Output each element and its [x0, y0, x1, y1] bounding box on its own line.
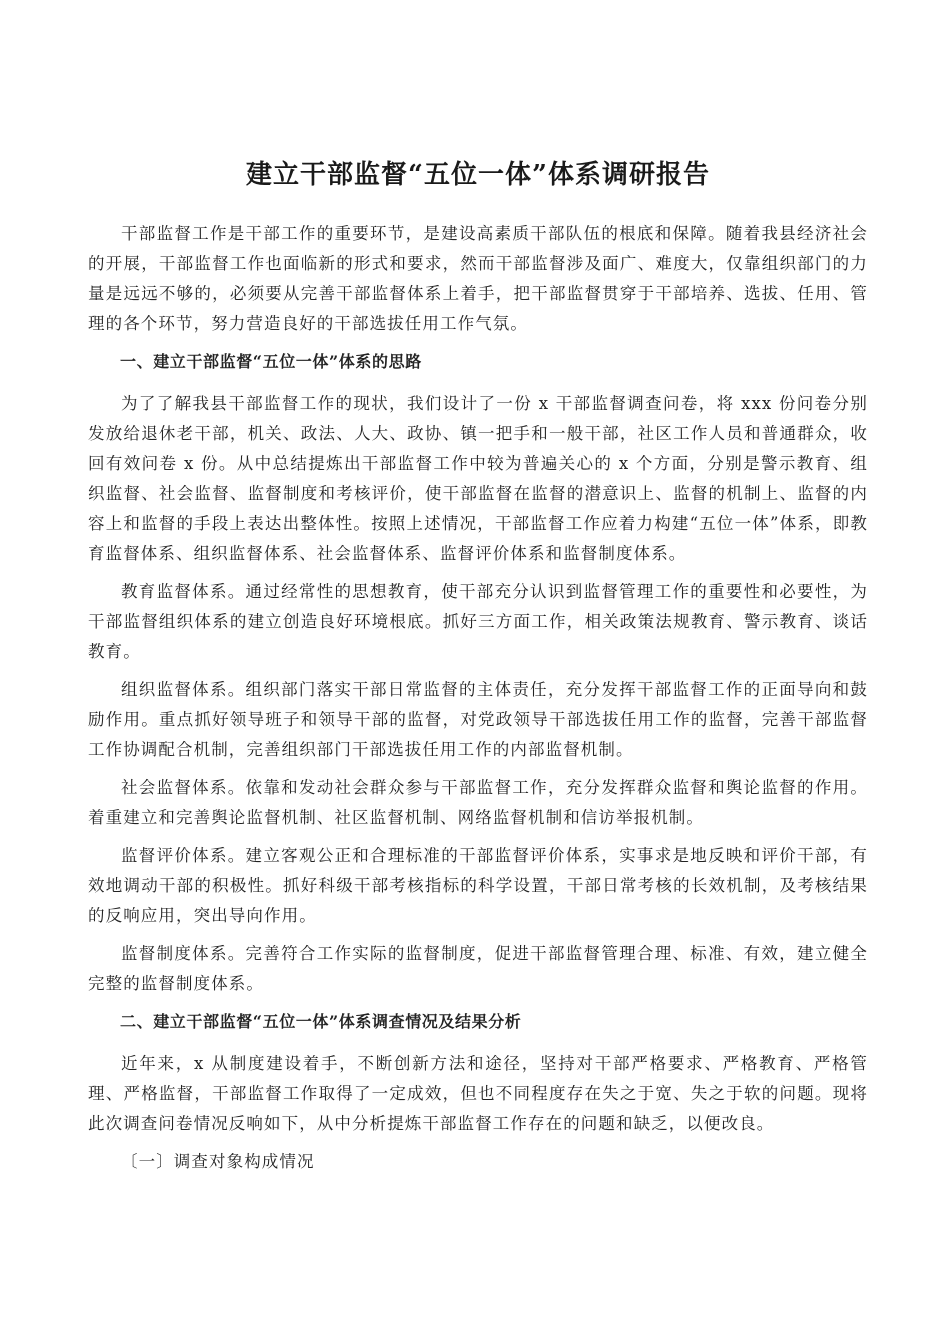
intro-paragraph: 干部监督工作是干部工作的重要环节，是建设高素质干部队伍的根底和保障。随着我县经济社会的开展，干部监督工作也面临新的形式和要求，然而干部监督涉及面广、难度大，仅靠组织部门的力量是远远不够的，必须要从完善干部监督体系上着手，把干部监督贯穿于干部培养、选拔、任用、管理的各个环节，努力营造良好的干部选拔任用工作气氛。 — [88, 224, 868, 333]
section-2-paragraph: 近年来，x 从制度建设着手，不断创新方法和途径，坚持对干部严格要求、严格教育、严格管理、严格监督，干部监督工作取得了一定成效，但也不同程度存在失之于宽、失之于软的问题。现将此次调查问卷情况反响如下，从中分析提炼干部监督工作存在的问题和缺乏，以便改良。 — [88, 1054, 868, 1133]
document-page — [88, 155, 868, 1177]
section-1-paragraph-system: 监督制度体系。完善符合工作实际的监督制度，促进干部监督管理合理、标准、有效，建立健全完整的监督制度体系。 — [88, 944, 868, 993]
section-1-paragraph-evaluation: 监督评价体系。建立客观公正和合理标准的干部监督评价体系，实事求是地反映和评价干部，有效地调动干部的积极性。抓好科级干部考核指标的科学设置，干部日常考核的长效机制，及考核结果的反响应用，突出导向作用。 — [88, 846, 868, 925]
section-2-heading: 二、建立干部监督“五位一体”体系调查情况及结果分析 — [120, 1012, 522, 1031]
section-1-heading: 一、建立干部监督“五位一体”体系的思路 — [120, 352, 422, 371]
section-1-paragraph-education: 教育监督体系。通过经常性的思想教育，使干部充分认识到监督管理工作的重要性和必要性，为干部监督组织体系的建立创造良好环境根底。抓好三方面工作，相关政策法规教育、警示教育、谈话教育。 — [88, 582, 868, 661]
section-2-subheading: 〔一〕调查对象构成情况 — [121, 1152, 315, 1171]
section-1-paragraph-social: 社会监督体系。依靠和发动社会群众参与干部监督工作，充分发挥群众监督和舆论监督的作用。着重建立和完善舆论监督机制、社区监督机制、网络监督机制和信访举报机制。 — [88, 778, 868, 827]
section-1-paragraph-organization: 组织监督体系。组织部门落实干部日常监督的主体责任，充分发挥干部监督工作的正面导向和鼓励作用。重点抓好领导班子和领导干部的监督，对党政领导干部选拔任用工作的监督，完善干部监督工作协调配合机制，完善组织部门干部选拔任用工作的内部监督机制。 — [88, 680, 868, 759]
section-1-paragraph-survey: 为了了解我县干部监督工作的现状，我们设计了一份 x 干部监督调查问卷，将 xxx 份问卷分别发放给退休老干部，机关、政法、人大、政协、镇一把手和一般干部，社区工作人员和普通群众，收回有效问卷 x 份。从中总结提炼出干部监督工作中较为普遍关心的 x 个方面，分别是警示教育、组织监督、社会监督、监督制度和考核评价，使干部监督在监督的潜意识上、监督的机制上、监督的内容上和监督的手段上表达出整体性。按照上述情况，干部监督工作应着力构建“五位一体”体系，即教育监督体系、组织监督体系、社会监督体系、监督评价体系和监督制度体系。 — [88, 394, 868, 563]
document-title: 建立干部监督“五位一体”体系调研报告 — [246, 160, 710, 190]
